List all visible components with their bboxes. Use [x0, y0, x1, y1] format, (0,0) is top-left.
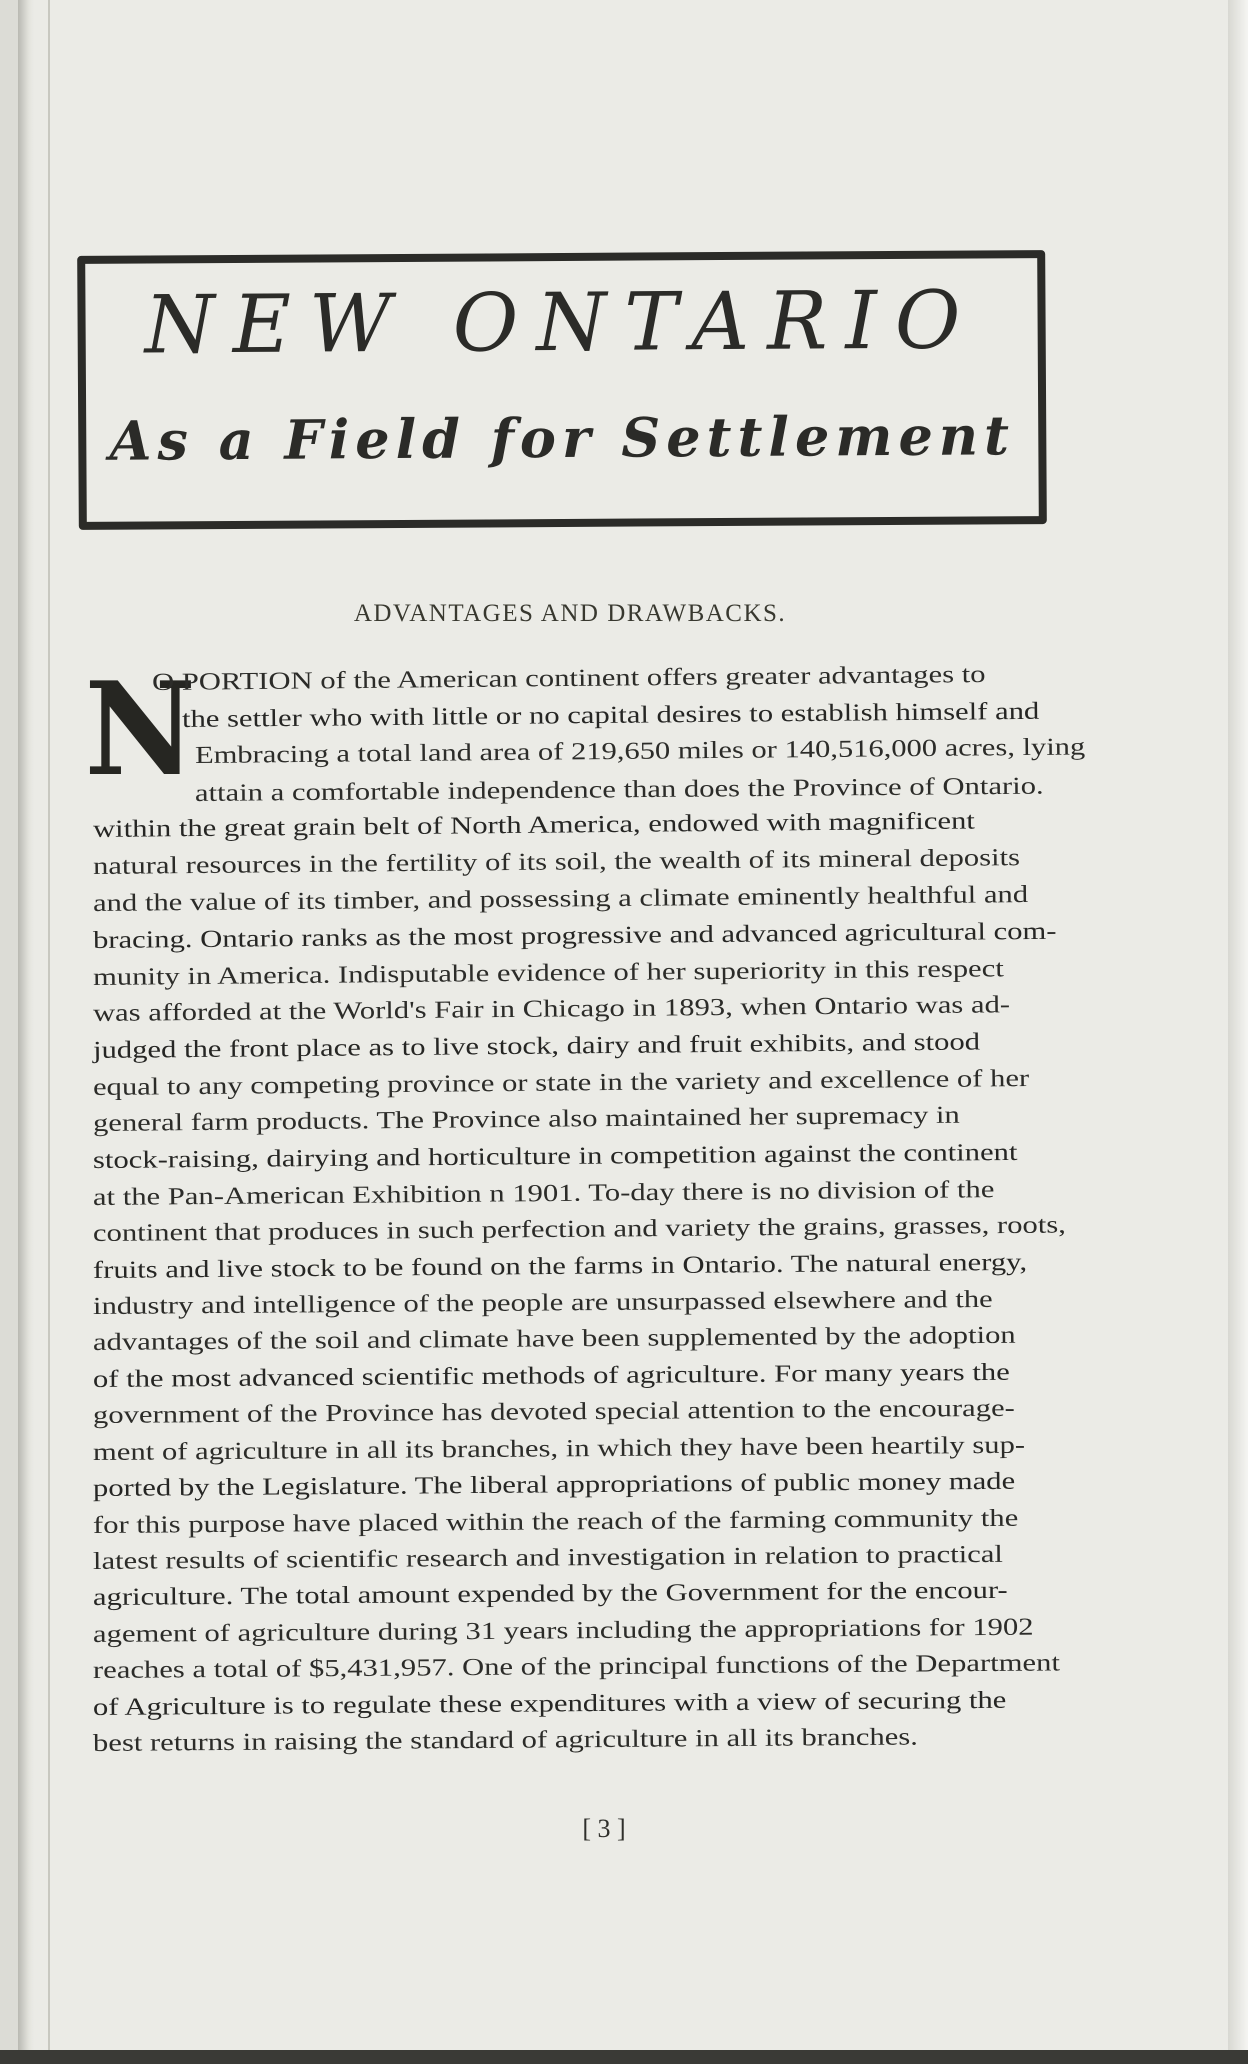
page-bottom-edge: [0, 2050, 1248, 2064]
text-line: fruits and live stock to be found on the farms in Ontario. The natural energy,: [92, 1248, 1028, 1284]
text-line: advantages of the soil and climate have been supplemented by the adoption: [92, 1321, 1016, 1356]
text-line: for this purpose have placed within the reach of the farming community the: [92, 1504, 1019, 1539]
text-line: within the great grain belt of North America, endowed with magnificent: [92, 807, 975, 843]
text-line: industry and intelligence of the people are unsurpassed elsewhere and the: [92, 1285, 993, 1320]
text-line: government of the Province has devoted special attention to the encourage-: [92, 1394, 1015, 1429]
text-line: ment of agriculture in all its branches, in which they have been heartily sup-: [92, 1431, 1026, 1466]
title-box: [77, 250, 1047, 530]
text-line: equal to any competing province or state in the variety and excellence of her: [92, 1065, 1030, 1101]
binding-shadow: [18, 0, 34, 2050]
text-line: and the value of its timber, and possessing a climate eminently healthful and: [92, 881, 1029, 917]
drop-cap: N: [84, 655, 196, 805]
text-line: bracing. Ontario ranks as the most progressive and advanced agricultural com-: [92, 917, 1057, 954]
text-line: general farm products. The Province also maintained her supremacy in: [92, 1101, 960, 1137]
title-subtitle: As a Field for Settlement: [109, 403, 1016, 473]
title-main: NEW ONTARIO: [144, 273, 979, 372]
text-line: attain a comfortable independence than does the Province of Ontario.: [194, 772, 1044, 807]
text-line: stock-raising, dairying and horticulture in competition against the continent: [92, 1138, 1018, 1174]
text-line: agriculture. The total amount expended by the Government for the encour-: [92, 1576, 1008, 1611]
section-heading: ADVANTAGES AND DRAWBACKS.: [353, 600, 787, 627]
page-right-edge: [1228, 0, 1248, 2064]
text-line: judged the front place as to live stock, dairy and fruit exhibits, and stood: [92, 1028, 981, 1064]
text-line: of Agriculture is to regulate these expenditures with a view of securing the: [92, 1686, 1007, 1721]
text-line: O PORTION of the American continent offers greater advantages to: [151, 660, 986, 696]
page-number: [ 3 ]: [582, 1814, 626, 1843]
binding-line: [48, 0, 50, 2050]
text-line: best returns in raising the standard of agriculture in all its branches.: [92, 1723, 919, 1757]
text-line: at the Pan-American Exhibition n 1901. To-day there is no division of the: [92, 1176, 995, 1211]
text-line: agement of agriculture during 31 years including the appropriations for 1902: [92, 1613, 1034, 1648]
text-line: munity in America. Indisputable evidence of her superiority in this respect: [92, 955, 1004, 991]
text-line: was afforded at the World's Fair in Chicago in 1893, when Ontario was ad-: [92, 991, 1011, 1027]
text-line: of the most advanced scientific methods of agriculture. For many years the: [92, 1358, 1010, 1393]
text-line: natural resources in the fertility of its soil, the wealth of its mineral deposits: [92, 844, 1021, 880]
text-line: Embracing a total land area of 219,650 miles or 140,516,000 acres, lying: [194, 733, 1086, 769]
text-line: ported by the Legislature. The liberal appropriations of public money made: [92, 1467, 1016, 1502]
text-line: latest results of scientific research and investigation in relation to practical: [92, 1540, 1003, 1575]
text-line: continent that produces in such perfection and variety the grains, grasses, roots,: [92, 1211, 1067, 1247]
text-line: the settler who with little or no capital desires to establish himself and: [181, 697, 1040, 733]
text-line: reaches a total of $5,431,957. One of the principal functions of the Department: [92, 1649, 1061, 1684]
